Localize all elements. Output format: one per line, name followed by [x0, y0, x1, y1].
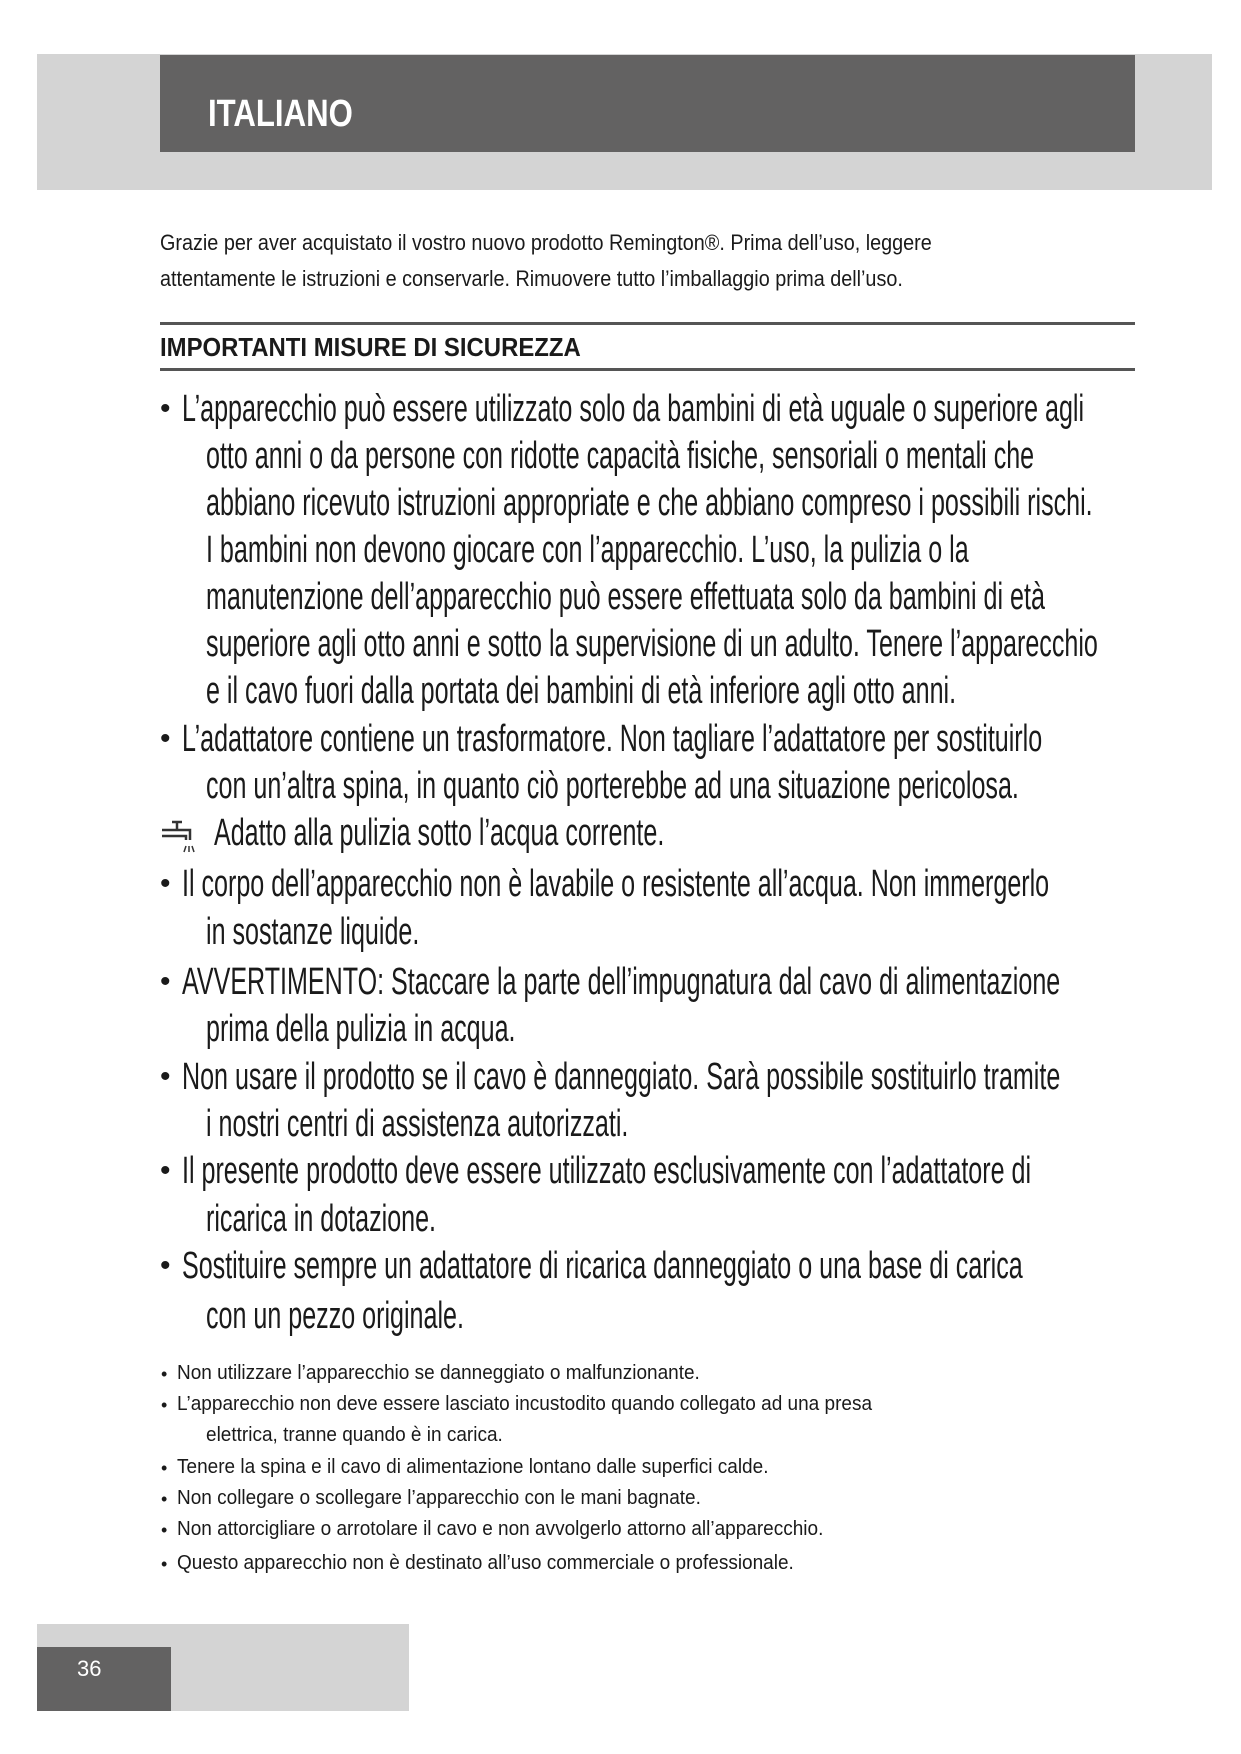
bullet-icon: •	[160, 1154, 171, 1187]
divider	[160, 368, 1135, 371]
intro-line: Grazie per aver acquistato il vostro nuovo prodotto Remington®. Prima dell’uso, leggere	[160, 230, 932, 255]
safety-line-small: Non collegare o scollegare l’apparecchio con le mani bagnate.	[177, 1487, 701, 1509]
safety-line: in sostanze liquide.	[206, 911, 420, 953]
safety-line: I bambini non devono giocare con l’apparecchio. L’uso, la pulizia o la	[206, 529, 969, 571]
safety-line: ricarica in dotazione.	[206, 1198, 437, 1240]
language-title: ITALIANO	[208, 93, 353, 135]
bullet-icon: •	[161, 1458, 168, 1478]
safety-line: prima della pulizia in acqua.	[206, 1008, 516, 1050]
bullet-icon: •	[160, 965, 171, 998]
safety-line: manutenzione dell’apparecchio può essere effettuata solo da bambini di età	[206, 576, 1045, 618]
safety-line-small: Non attorcigliare o arrotolare il cavo e non avvolgerlo attorno all’apparecchio.	[177, 1518, 824, 1540]
bullet-icon: •	[161, 1489, 168, 1509]
safety-line: e il cavo fuori dalla portata dei bambini di età inferiore agli otto anni.	[206, 670, 957, 712]
running-water-icon	[160, 818, 204, 858]
page-number: 36	[77, 1656, 102, 1681]
bullet-icon: •	[160, 722, 171, 755]
safety-line: con un pezzo originale.	[206, 1295, 464, 1337]
bullet-icon: •	[161, 1395, 168, 1415]
safety-line: AVVERTIMENTO: Staccare la parte dell’impugnatura dal cavo di alimentazione	[182, 961, 1061, 1003]
bullet-icon: •	[160, 1060, 171, 1093]
safety-line: Il corpo dell’apparecchio non è lavabile o resistente all’acqua. Non immergerlo	[182, 863, 1050, 905]
safety-line: Il presente prodotto deve essere utilizzato esclusivamente con l’adattatore di	[182, 1150, 1032, 1192]
intro-line: attentamente le istruzioni e conservarle. Rimuovere tutto l’imballaggio prima dell’uso.	[160, 266, 903, 291]
safety-line-small: L’apparecchio non deve essere lasciato incustodito quando collegato ad una presa	[177, 1393, 873, 1415]
safety-line: superiore agli otto anni e sotto la supervisione di un adulto. Tenere l’apparecchio	[206, 623, 1098, 665]
safety-line-small: Questo apparecchio non è destinato all’uso commerciale o professionale.	[177, 1552, 794, 1574]
bullet-icon: •	[161, 1520, 168, 1540]
bullet-icon: •	[160, 1249, 171, 1282]
page-number-box	[37, 1647, 171, 1711]
bullet-icon: •	[160, 867, 171, 900]
bullet-icon: •	[161, 1554, 168, 1574]
bullet-icon: •	[161, 1364, 168, 1384]
language-header	[160, 55, 1135, 152]
divider	[160, 322, 1135, 325]
safety-line-small: Non utilizzare l’apparecchio se danneggiato o malfunzionante.	[177, 1362, 700, 1384]
safety-line-small: elettrica, tranne quando è in carica.	[206, 1424, 503, 1446]
safety-line: Sostituire sempre un adattatore di ricarica danneggiato o una base di carica	[182, 1245, 1023, 1287]
safety-line: L’apparecchio può essere utilizzato solo da bambini di età uguale o superiore agli	[182, 388, 1085, 430]
bullet-icon: •	[160, 392, 171, 425]
safety-line: Adatto alla pulizia sotto l’acqua corrente.	[214, 812, 665, 854]
safety-line: con un’altra spina, in quanto ciò porterebbe ad una situazione pericolosa.	[206, 765, 1019, 807]
safety-line: otto anni o da persone con ridotte capacità fisiche, sensoriali o mentali che	[206, 435, 1035, 477]
safety-line: Non usare il prodotto se il cavo è danneggiato. Sarà possibile sostituirlo tramite	[182, 1056, 1061, 1098]
safety-line: abbiano ricevuto istruzioni appropriate e che abbiano compreso i possibili rischi.	[206, 482, 1093, 524]
safety-line-small: Tenere la spina e il cavo di alimentazione lontano dalle superfici calde.	[177, 1456, 769, 1478]
safety-line: L’adattatore contiene un trasformatore. Non tagliare l’adattatore per sostituirlo	[182, 718, 1043, 760]
section-title: IMPORTANTI MISURE DI SICUREZZA	[160, 332, 581, 362]
safety-line: i nostri centri di assistenza autorizzati.	[206, 1103, 629, 1145]
